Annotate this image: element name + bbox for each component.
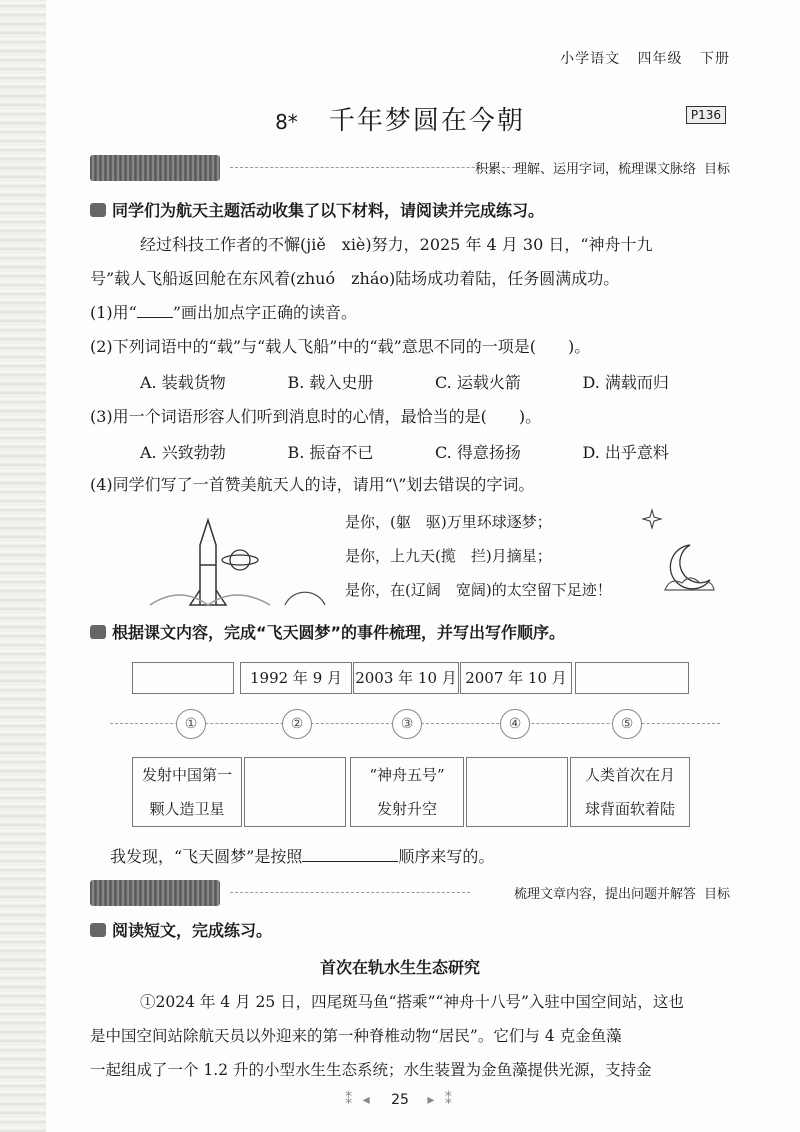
star-icon [643,510,661,528]
divider [230,892,470,893]
sub-question-4: (4)同学们写了一首赞美航天人的诗，请用“\”划去错误的字词。 [90,475,535,494]
moon-ball-icon [285,592,325,605]
section-goal-1 [475,158,730,177]
option-d[interactable]: D. 出乎意料 [582,443,669,462]
subject: 小学语文 [560,51,621,67]
section-bar-2 [90,880,730,906]
poem-line-3: 是你，在(辽阔 宽阔)的太空留下足迹！ [345,581,612,599]
question-marker-icon [90,203,106,217]
rocket-icon [150,520,270,605]
event-line: 人类首次在月 [584,766,675,784]
event-line: 球背面软着陆 [584,800,675,818]
event-box-2[interactable] [244,757,346,827]
page-number [0,1092,800,1108]
finding-text-a: 我发现，“飞天圆梦”是按照 [110,847,303,866]
step-circle-4: ④ [500,709,530,739]
rocket-illustration [140,505,340,615]
sub-question-2: (2)下列词语中的“载”与“载人飞船”中的“载”意思不同的一项是( )。 [90,337,591,356]
step-circle-5: ⑤ [612,709,642,739]
passage-line-1: 经过科技工作者的不懈(jiě xiè)努力，2025 年 4 月 30 日，“神舟十九 [140,235,653,254]
question-3-prompt [90,918,272,941]
passage-line-2: 号”载人飞船返回舱在东风着(zhuó zháo)陆场成功着陆，任务圆满成功。 [90,269,620,288]
right-arrows-icon: ▸ ⁑ [427,1092,455,1108]
date-box-2: 1992 年 9 月 [240,662,352,694]
question-1-prompt [90,198,544,221]
question-marker-icon [90,625,106,639]
step-circle-3: ③ [392,709,422,739]
article-title: 首次在轨水生生态研究 [319,958,480,977]
option-b[interactable]: B. 振奋不已 [287,443,374,462]
prompt-text: 阅读短文，完成练习。 [112,921,273,940]
prompt-text: 同学们为航天主题活动收集了以下材料，请阅读并完成练习。 [112,201,545,220]
question-marker-icon [90,923,106,937]
event-line: 发射中国第一 [141,766,232,784]
book-header [548,48,730,68]
option-c[interactable]: C. 得意扬扬 [435,443,521,462]
order-blank[interactable] [302,841,398,862]
section-logo-1 [90,155,220,181]
lesson-title-text: 千年梦圆在今朝 [328,106,525,136]
option-b[interactable]: B. 载入史册 [287,373,374,392]
finding-text-b: 顺序来写的。 [398,847,495,866]
moon-illustration [640,505,720,595]
grade: 四年级 [637,51,683,67]
sub1-text-a: (1)用“ [90,303,137,322]
goal-tag: 目标 [703,162,730,177]
poem [345,505,612,607]
event-box-3 [350,757,464,827]
sub3-options [140,440,730,463]
option-c[interactable]: C. 运载火箭 [435,373,521,392]
event-line: 颗人造卫星 [149,800,225,818]
goal-tag: 目标 [703,887,730,902]
term: 下册 [700,51,730,67]
date-box-4: 2007 年 10 月 [460,662,572,694]
page-ref-badge: P136 [686,106,726,124]
step-circle-2: ② [282,709,312,739]
underline-sample [137,317,173,318]
goal-text: 梳理文章内容，提出问题并解答 [513,887,696,902]
sub-question-1 [90,296,357,330]
page-number-text: 25 [391,1092,409,1108]
article-line-3: 一起组成了一个 1.2 升的小型水生生态系统；水生装置为金鱼藻提供光源，支持金 [90,1061,652,1079]
option-a[interactable]: A. 兴致勃勃 [140,443,226,462]
lesson-title [0,100,800,137]
sub1-text-b: ”画出加点字正确的读音。 [172,303,358,322]
option-d[interactable]: D. 满载而归 [582,373,669,392]
prompt-text: 根据课文内容，完成“飞天圆梦”的事件梳理，并写出写作顺序。 [112,623,566,642]
section-goal-2 [514,883,730,902]
date-box-1[interactable] [132,662,234,694]
finding-sentence [110,840,494,874]
article-line-1: ①2024 年 4 月 25 日，四尾斑马鱼“搭乘”“神舟十八号”入驻中国空间站，这也 [140,993,684,1011]
poem-line-1: 是你，(躯 驱)万里环球逐梦； [345,513,552,531]
event-box-4[interactable] [466,757,568,827]
sub2-options [140,370,730,393]
question-2-prompt [90,620,565,643]
article-line-2: 是中国空间站除航天员以外迎来的第一种脊椎动物“居民”。它们与 4 克金鱼藻 [90,1027,622,1045]
event-box-1 [132,757,242,827]
section-logo-2 [90,880,220,906]
option-a[interactable]: A. 装载货物 [140,373,226,392]
left-arrows-icon: ⁑ ◂ [345,1092,373,1108]
planet-icon [222,550,258,570]
lesson-number: 8* [275,110,298,134]
event-line: “神舟五号” [369,766,445,784]
date-box-5[interactable] [575,662,689,694]
goal-text: 积累、理解、运用字词，梳理课文脉络 [474,162,696,177]
poem-line-2: 是你，上九天(揽 拦)月摘星； [345,547,552,565]
section-bar-1 [90,155,730,181]
date-box-3: 2003 年 10 月 [353,662,459,694]
step-circle-1: ① [176,709,206,739]
sub-question-3: (3)用一个词语形容人们听到消息时的心情，最恰当的是( )。 [90,407,542,426]
event-box-5 [570,757,690,827]
event-line: 发射升空 [376,800,437,818]
